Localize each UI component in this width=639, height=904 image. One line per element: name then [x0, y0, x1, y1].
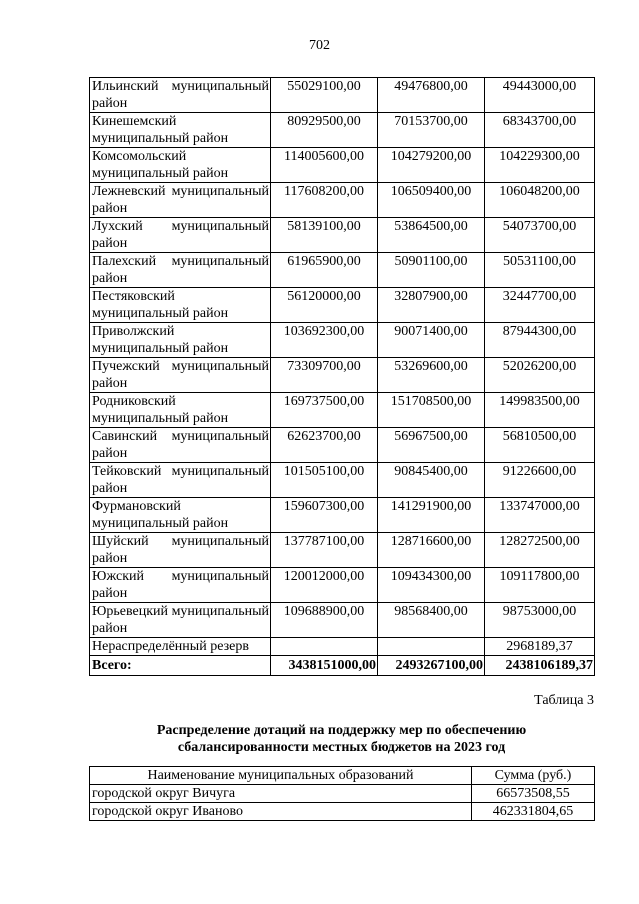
amount-col3: 133747000,00: [485, 498, 595, 533]
amount-col1: 114005600,00: [271, 148, 378, 183]
amount-col2: 90845400,00: [378, 463, 485, 498]
amount-col2: 70153700,00: [378, 113, 485, 148]
amount-col2: 53269600,00: [378, 358, 485, 393]
amount-col2: 106509400,00: [378, 183, 485, 218]
total-row: [90, 656, 595, 676]
amount-col3: 109117800,00: [485, 568, 595, 603]
table-row: [90, 568, 595, 603]
table-row: [90, 323, 595, 358]
section-title-line2: сбалансированности местных бюджетов на 2023 год: [177, 740, 506, 755]
amount-col2: 151708500,00: [378, 393, 485, 428]
amount-col2: 109434300,00: [378, 568, 485, 603]
table-row: [90, 463, 595, 498]
amount: 66573508,55: [472, 785, 595, 803]
municipality-name: Ильинский муниципальный район: [90, 78, 271, 113]
table-caption: Таблица 3: [534, 693, 594, 708]
table-row: [90, 603, 595, 638]
amount-col1: 62623700,00: [271, 428, 378, 463]
amount-col3: 149983500,00: [485, 393, 595, 428]
municipality-name: Кинешемский муниципальный район: [90, 113, 271, 148]
amount-col2: 32807900,00: [378, 288, 485, 323]
amount-col3: 49443000,00: [485, 78, 595, 113]
amount-col3: 98753000,00: [485, 603, 595, 638]
amount-col3: 106048200,00: [485, 183, 595, 218]
amount-col2: 98568400,00: [378, 603, 485, 638]
table-row: [90, 183, 595, 218]
reserve-row-col3: 2968189,37: [485, 638, 595, 656]
total-row-col1: 3438151000,00: [271, 656, 378, 676]
table-header-row: [90, 767, 595, 785]
table-row: [90, 253, 595, 288]
amount-col2: 50901100,00: [378, 253, 485, 288]
amount-col1: 117608200,00: [271, 183, 378, 218]
subsidy-distribution-table: [89, 77, 595, 676]
municipality-name: Савинский муниципальный район: [90, 428, 271, 463]
amount-col2: 141291900,00: [378, 498, 485, 533]
amount-col2: 56967500,00: [378, 428, 485, 463]
reserve-row-col2: [378, 638, 485, 656]
amount-col1: 103692300,00: [271, 323, 378, 358]
municipality-name: Пестяковский муниципальный район: [90, 288, 271, 323]
table-row: [90, 113, 595, 148]
amount-col2: 128716600,00: [378, 533, 485, 568]
section-title: [89, 722, 594, 756]
municipality-name: Юрьевецкий муниципальный район: [90, 603, 271, 638]
amount-col2: 53864500,00: [378, 218, 485, 253]
amount-col2: 49476800,00: [378, 78, 485, 113]
header-sum: Сумма (руб.): [472, 767, 595, 785]
municipality-name: Шуйский муниципальный район: [90, 533, 271, 568]
amount-col1: 101505100,00: [271, 463, 378, 498]
table-row: [90, 498, 595, 533]
amount-col3: 50531100,00: [485, 253, 595, 288]
amount-col1: 73309700,00: [271, 358, 378, 393]
amount-col2: 104279200,00: [378, 148, 485, 183]
municipality-name: Южский муниципальный район: [90, 568, 271, 603]
amount-col1: 137787100,00: [271, 533, 378, 568]
table-row: [90, 288, 595, 323]
municipality-name: Лухский муниципальный район: [90, 218, 271, 253]
total-row-col3: 2438106189,37: [485, 656, 595, 676]
amount-col3: 54073700,00: [485, 218, 595, 253]
amount-col3: 68343700,00: [485, 113, 595, 148]
amount-col1: 120012000,00: [271, 568, 378, 603]
table-row: [90, 533, 595, 568]
table-row: [90, 803, 595, 821]
amount-col1: 55029100,00: [271, 78, 378, 113]
section-title-line1: Распределение дотаций на поддержку мер по обеспечению: [156, 723, 527, 738]
balance-subsidy-table: [89, 766, 595, 821]
header-name: Наименование муниципальных образований: [90, 767, 472, 785]
municipality-name: городской округ Вичуга: [90, 785, 472, 803]
municipality-name: Фурмановский муниципальный район: [90, 498, 271, 533]
municipality-name: Палехский муниципальный район: [90, 253, 271, 288]
table-row: [90, 393, 595, 428]
reserve-row: [90, 638, 595, 656]
amount-col1: 109688900,00: [271, 603, 378, 638]
amount-col3: 104229300,00: [485, 148, 595, 183]
total-row-label: Всего:: [90, 656, 271, 676]
table-row: [90, 358, 595, 393]
table-row: [90, 785, 595, 803]
amount-col1: 159607300,00: [271, 498, 378, 533]
reserve-row-label: Нераспределённый резерв: [90, 638, 271, 656]
table-row: [90, 428, 595, 463]
amount-col3: 91226600,00: [485, 463, 595, 498]
amount-col3: 32447700,00: [485, 288, 595, 323]
amount-col1: 80929500,00: [271, 113, 378, 148]
municipality-name: Пучежский муниципальный район: [90, 358, 271, 393]
municipality-name: Лежневский муниципальный район: [90, 183, 271, 218]
page-number: 702: [309, 38, 330, 53]
amount-col2: 90071400,00: [378, 323, 485, 358]
reserve-row-col1: [271, 638, 378, 656]
municipality-name: Тейковский муниципальный район: [90, 463, 271, 498]
table-row: [90, 148, 595, 183]
amount-col1: 56120000,00: [271, 288, 378, 323]
amount-col1: 58139100,00: [271, 218, 378, 253]
amount-col1: 61965900,00: [271, 253, 378, 288]
amount: 462331804,65: [472, 803, 595, 821]
municipality-name: Приволжский муниципальный район: [90, 323, 271, 358]
municipality-name: Родниковский муниципальный район: [90, 393, 271, 428]
amount-col3: 56810500,00: [485, 428, 595, 463]
total-row-col2: 2493267100,00: [378, 656, 485, 676]
amount-col3: 128272500,00: [485, 533, 595, 568]
municipality-name: Комсомольский муниципальный район: [90, 148, 271, 183]
table-row: [90, 218, 595, 253]
amount-col3: 52026200,00: [485, 358, 595, 393]
amount-col1: 169737500,00: [271, 393, 378, 428]
table-row: [90, 78, 595, 113]
amount-col3: 87944300,00: [485, 323, 595, 358]
municipality-name: городской округ Иваново: [90, 803, 472, 821]
